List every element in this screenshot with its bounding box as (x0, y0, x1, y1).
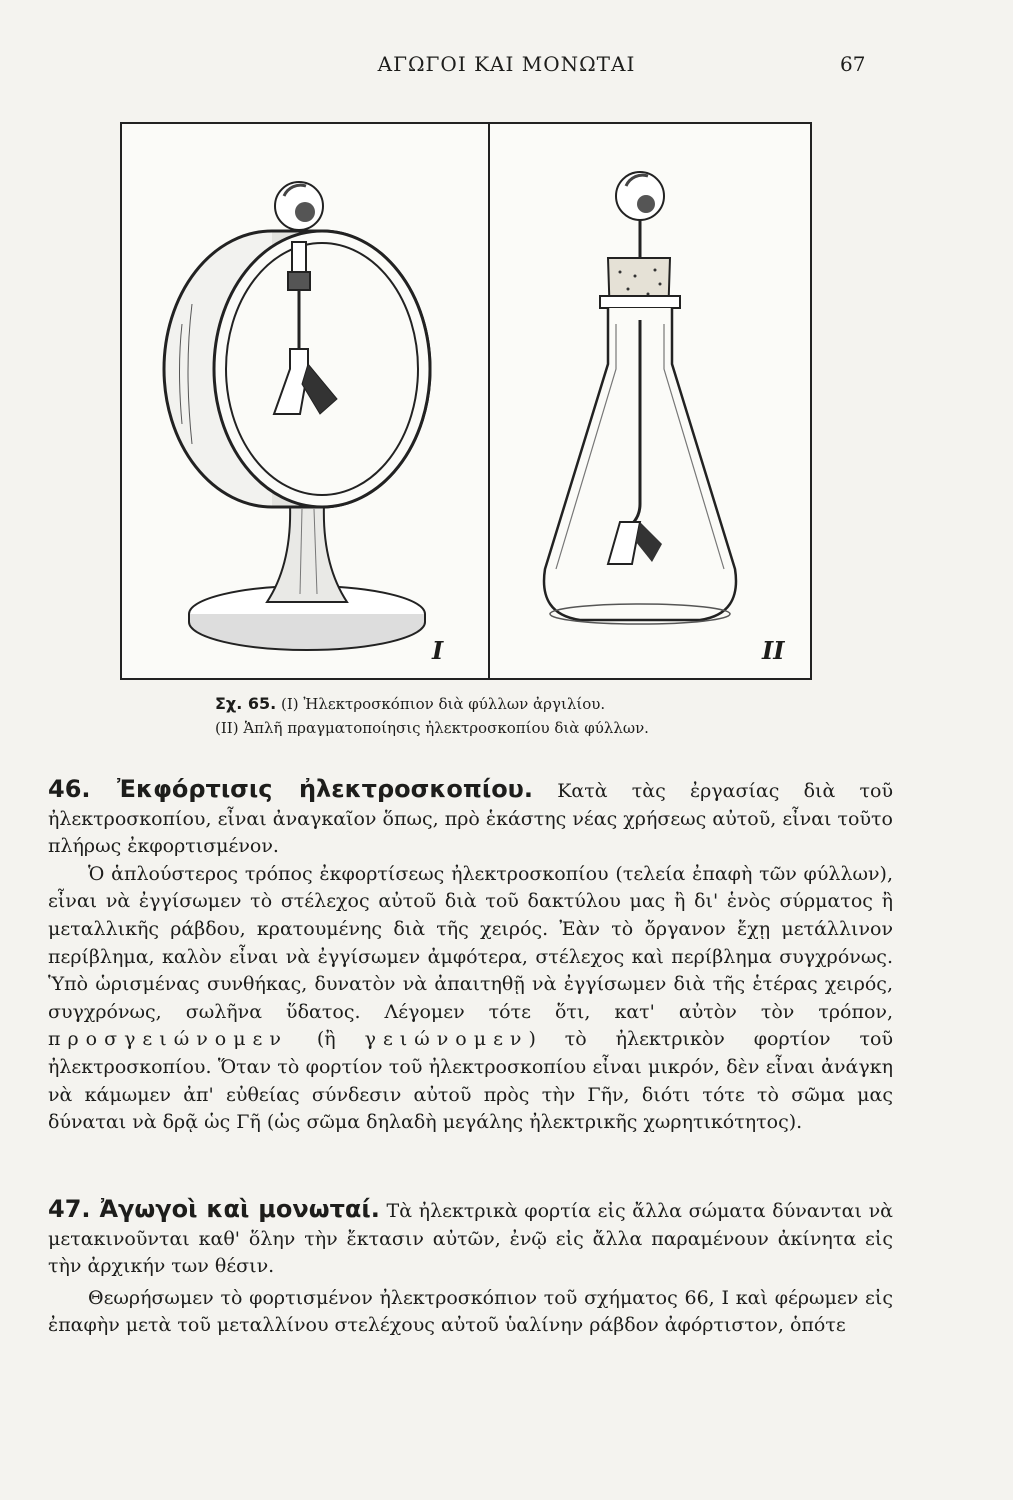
section-46-paragraph-2 (48, 861, 893, 1137)
flask-electroscope-illustration (490, 124, 812, 678)
electroscope-ring-illustration (122, 124, 488, 678)
section-46-heading: 46. Ἐκφόρτισις ἠλεκτροσκοπίου. (48, 775, 534, 803)
figure-65 (120, 122, 812, 680)
section-46 (48, 776, 893, 1137)
caption-line-1: (I) Ἠλεκτροσκόπιον διὰ φύλλων ἀργιλίου. (276, 695, 606, 713)
page-number: 67 (840, 52, 866, 76)
section-47-heading: 47. Ἀγωγοὶ καὶ μονωταί. (48, 1195, 380, 1223)
panel-label-1: I (432, 636, 444, 665)
section-47-paragraph-1 (48, 1196, 893, 1281)
running-title: ΑΓΩΓΟΙ ΚΑΙ ΜΟΝΩΤΑΙ (377, 52, 636, 76)
section-47-paragraph-2: Θεωρήσωμεν τὸ φορτισμένον ἠλεκτροσκόπιον τοῦ σχήματος 66, I καὶ φέρωμεν εἰς ἐπαφὴν μετὰ τοῦ μεταλλίνου στελέχους αὐτοῦ ὑαλίνην ράβδον ἀφόρτιστον, ὁπότε (48, 1286, 893, 1337)
section-46-paren: (ἢ (287, 1028, 365, 1051)
figure-caption (215, 692, 915, 740)
section-46-paragraph-1 (48, 776, 893, 861)
section-46-text-2b: ) τὸ ἠλεκτρικὸν φορτίον τοῦ ἠλεκτροσκοπίου. Ὅταν τὸ φορτίον τοῦ ἠλεκτροσκοπίου εἶναι μικρόν, δὲν εἶναι ἀνάγκη νὰ κάμωμεν ἀπ' εὐθείας σύνδεσιν αὐτοῦ πρὸς τὴν Γῆν, διότι τότε τὸ σῶμα μας δύναται νὰ δρᾷ ὡς Γῆ (ὡς σῶμα δηλαδὴ μεγάλης ἠλεκτρικῆς χωρητικότητος). (48, 1028, 894, 1134)
section-47 (48, 1196, 893, 1340)
section-46-text-2a: Ὁ ἁπλούστερος τρόπος ἐκφορτίσεως ἠλεκτροσκοπίου (τελεία ἐπαφὴ τῶν φύλλων), εἶναι νὰ ἐγγίσωμεν τὸ στέλεχος αὐτοῦ διὰ τοῦ δακτύλου μας ἢ δι' ἑνὸς σύρματος ἢ μεταλλικῆς ράβδου, κρατουμένης διὰ τῆς χειρός. Ἐὰν τὸ ὄργανον ἔχῃ μετάλλινον περίβλημα, καλὸν εἶναι νὰ ἐγγίσωμεν ἀμφότερα, στέλεχος καὶ περίβλημα συγχρόνως. Ὑπὸ ὡρισμένας συνθήκας, δυνατὸν νὰ ἀπαιτηθῇ νὰ ἐγγίσωμεν διὰ τῆς ἑτέρας χειρός, συγχρόνως, σωλῆνα ὕδατος. Λέγομεν τότε ὅτι, κατ' αὐτὸν τὸν τρόπον, (48, 862, 893, 1023)
panel-label-2: II (762, 636, 785, 665)
spaced-term-prosgeionomen: προσγειώνομεν (48, 1028, 288, 1051)
section-47-text-1: Τὰ ἠλεκτρικὰ φορτία εἰς ἄλλα σώματα δύνανται νὰ μετακινοῦνται καθ' ὅλην τὴν ἔκτασιν αὐτῶν, ἐνῷ εἰς ἄλλα παραμένουν ἀκίνητα εἰς τὴν ἀρχικήν των θέσιν. (48, 1200, 893, 1278)
caption-line-2: (II) Ἁπλῆ πραγματοποίησις ἠλεκτροσκοπίου διὰ φύλλων. (215, 719, 649, 737)
figure-number: Σχ. 65. (215, 694, 277, 713)
spaced-term-geionomen: γειώνομεν (364, 1028, 529, 1051)
section-46-text-1: Κατὰ τὰς ἐργασίας διὰ τοῦ ἠλεκτροσκοπίου, εἶναι ἀναγκαῖον ὅπως, πρὸ ἑκάστης νέας χρήσεως αὐτοῦ, εἶναι τοῦτο πλήρως ἐκφορτισμένον. (48, 780, 893, 858)
